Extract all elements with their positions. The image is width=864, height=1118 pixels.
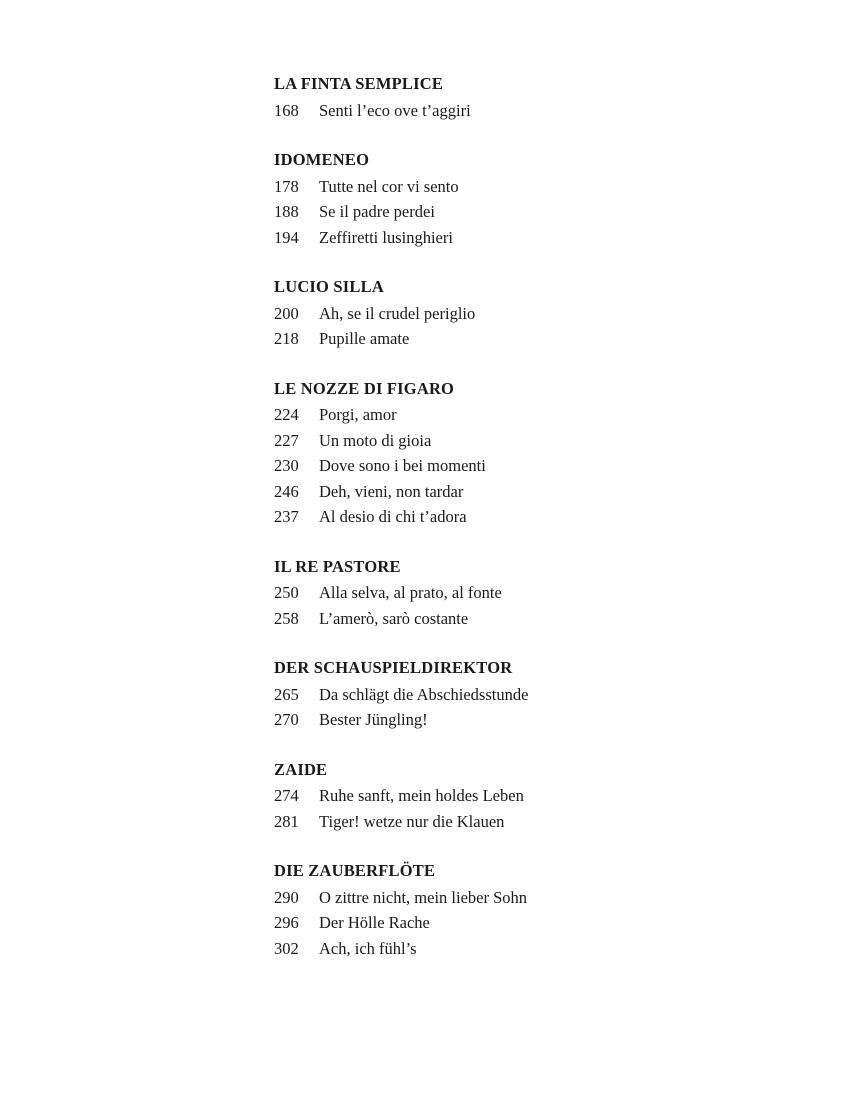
- section-title: LA FINTA SEMPLICE: [274, 74, 444, 93]
- page-number: 178: [274, 176, 299, 196]
- aria-title: Al desio di chi t’adora: [319, 507, 467, 526]
- toc-entry: [274, 809, 694, 835]
- toc-entry: [274, 98, 694, 124]
- aria-title: Alla selva, al prato, al fonte: [319, 583, 502, 602]
- page-number: 250: [274, 583, 299, 602]
- section-title: ZAIDE: [274, 759, 328, 779]
- toc-entry: [274, 606, 694, 632]
- section-zaide: [274, 758, 694, 835]
- toc-entry: [274, 199, 694, 225]
- aria-title: Un moto di gioia: [319, 430, 432, 450]
- toc-entry: [274, 936, 694, 962]
- toc-entry: [274, 326, 694, 352]
- page-number: 265: [274, 684, 299, 704]
- toc-entry: [274, 453, 694, 479]
- aria-title: Zeffiretti lusinghieri: [319, 227, 453, 247]
- aria-title: Dove sono i bei momenti: [319, 456, 486, 475]
- toc-entry: [274, 580, 694, 606]
- section-le-nozze-di-figaro: [274, 377, 694, 530]
- page-number: 168: [274, 100, 299, 120]
- toc-entry: [274, 910, 694, 936]
- aria-title: Se il padre perdei: [319, 202, 435, 221]
- toc-entry: [274, 885, 694, 911]
- page-number: 200: [274, 303, 299, 323]
- aria-title: Bester Jüngling!: [319, 710, 428, 729]
- page-number: 224: [274, 405, 299, 424]
- toc-entry: [274, 707, 694, 733]
- page-number: 218: [274, 329, 299, 348]
- page-number: 270: [274, 710, 299, 729]
- page-number: 281: [274, 811, 299, 831]
- aria-title: Ruhe sanft, mein holdes Leben: [319, 786, 524, 805]
- page-number: 274: [274, 786, 299, 805]
- aria-title: Ah, se il crudel periglio: [319, 303, 476, 323]
- toc-entry: [274, 504, 694, 530]
- toc-entry: [274, 783, 694, 809]
- page-number: 290: [274, 887, 299, 907]
- toc-entry: [274, 301, 694, 327]
- toc-entry: [274, 479, 694, 505]
- aria-title: Tutte nel cor vi sento: [319, 176, 459, 196]
- aria-title: Senti l’eco ove t’aggiri: [319, 100, 471, 120]
- section-title: LE NOZZE DI FIGARO: [274, 378, 455, 398]
- section-die-zauberflote: [274, 859, 694, 961]
- aria-title: L’amerò, sarò costante: [319, 608, 469, 628]
- page-number: 230: [274, 456, 299, 475]
- section-lucio-silla: [274, 275, 694, 352]
- section-title: LUCIO SILLA: [274, 277, 384, 296]
- aria-title: Ach, ich fühl’s: [319, 938, 417, 958]
- aria-title: Tiger! wetze nur die Klauen: [319, 811, 505, 831]
- section-title: DER SCHAUSPIELDIREKTOR: [274, 658, 513, 677]
- page-number: 246: [274, 481, 299, 501]
- page-number: 302: [274, 938, 299, 958]
- section-title: IL RE PASTORE: [274, 556, 401, 576]
- section-title: DIE ZAUBERFLÖTE: [274, 861, 436, 880]
- page-number: 258: [274, 608, 299, 628]
- toc-entry: [274, 428, 694, 454]
- section-title: IDOMENEO: [274, 150, 370, 169]
- section-der-schauspieldirektor: [274, 656, 694, 733]
- aria-title: Deh, vieni, non tardar: [319, 481, 464, 501]
- aria-title: Da schlägt die Abschiedsstunde: [319, 684, 529, 704]
- table-of-contents: [274, 72, 694, 986]
- page-number: 237: [274, 507, 299, 526]
- aria-title: Der Hölle Rache: [319, 913, 430, 932]
- toc-entry: [274, 682, 694, 708]
- aria-title: O zittre nicht, mein lieber Sohn: [319, 887, 528, 907]
- toc-entry: [274, 174, 694, 200]
- page-number: 194: [274, 227, 299, 247]
- toc-entry: [274, 402, 694, 428]
- aria-title: Porgi, amor: [319, 405, 397, 424]
- page-number: 227: [274, 430, 299, 450]
- aria-title: Pupille amate: [319, 329, 410, 348]
- page-number: 296: [274, 913, 299, 932]
- section-il-re-pastore: [274, 555, 694, 632]
- section-la-finta-semplice: [274, 72, 694, 123]
- page-number: 188: [274, 202, 299, 221]
- toc-entry: [274, 225, 694, 251]
- section-idomeneo: [274, 148, 694, 250]
